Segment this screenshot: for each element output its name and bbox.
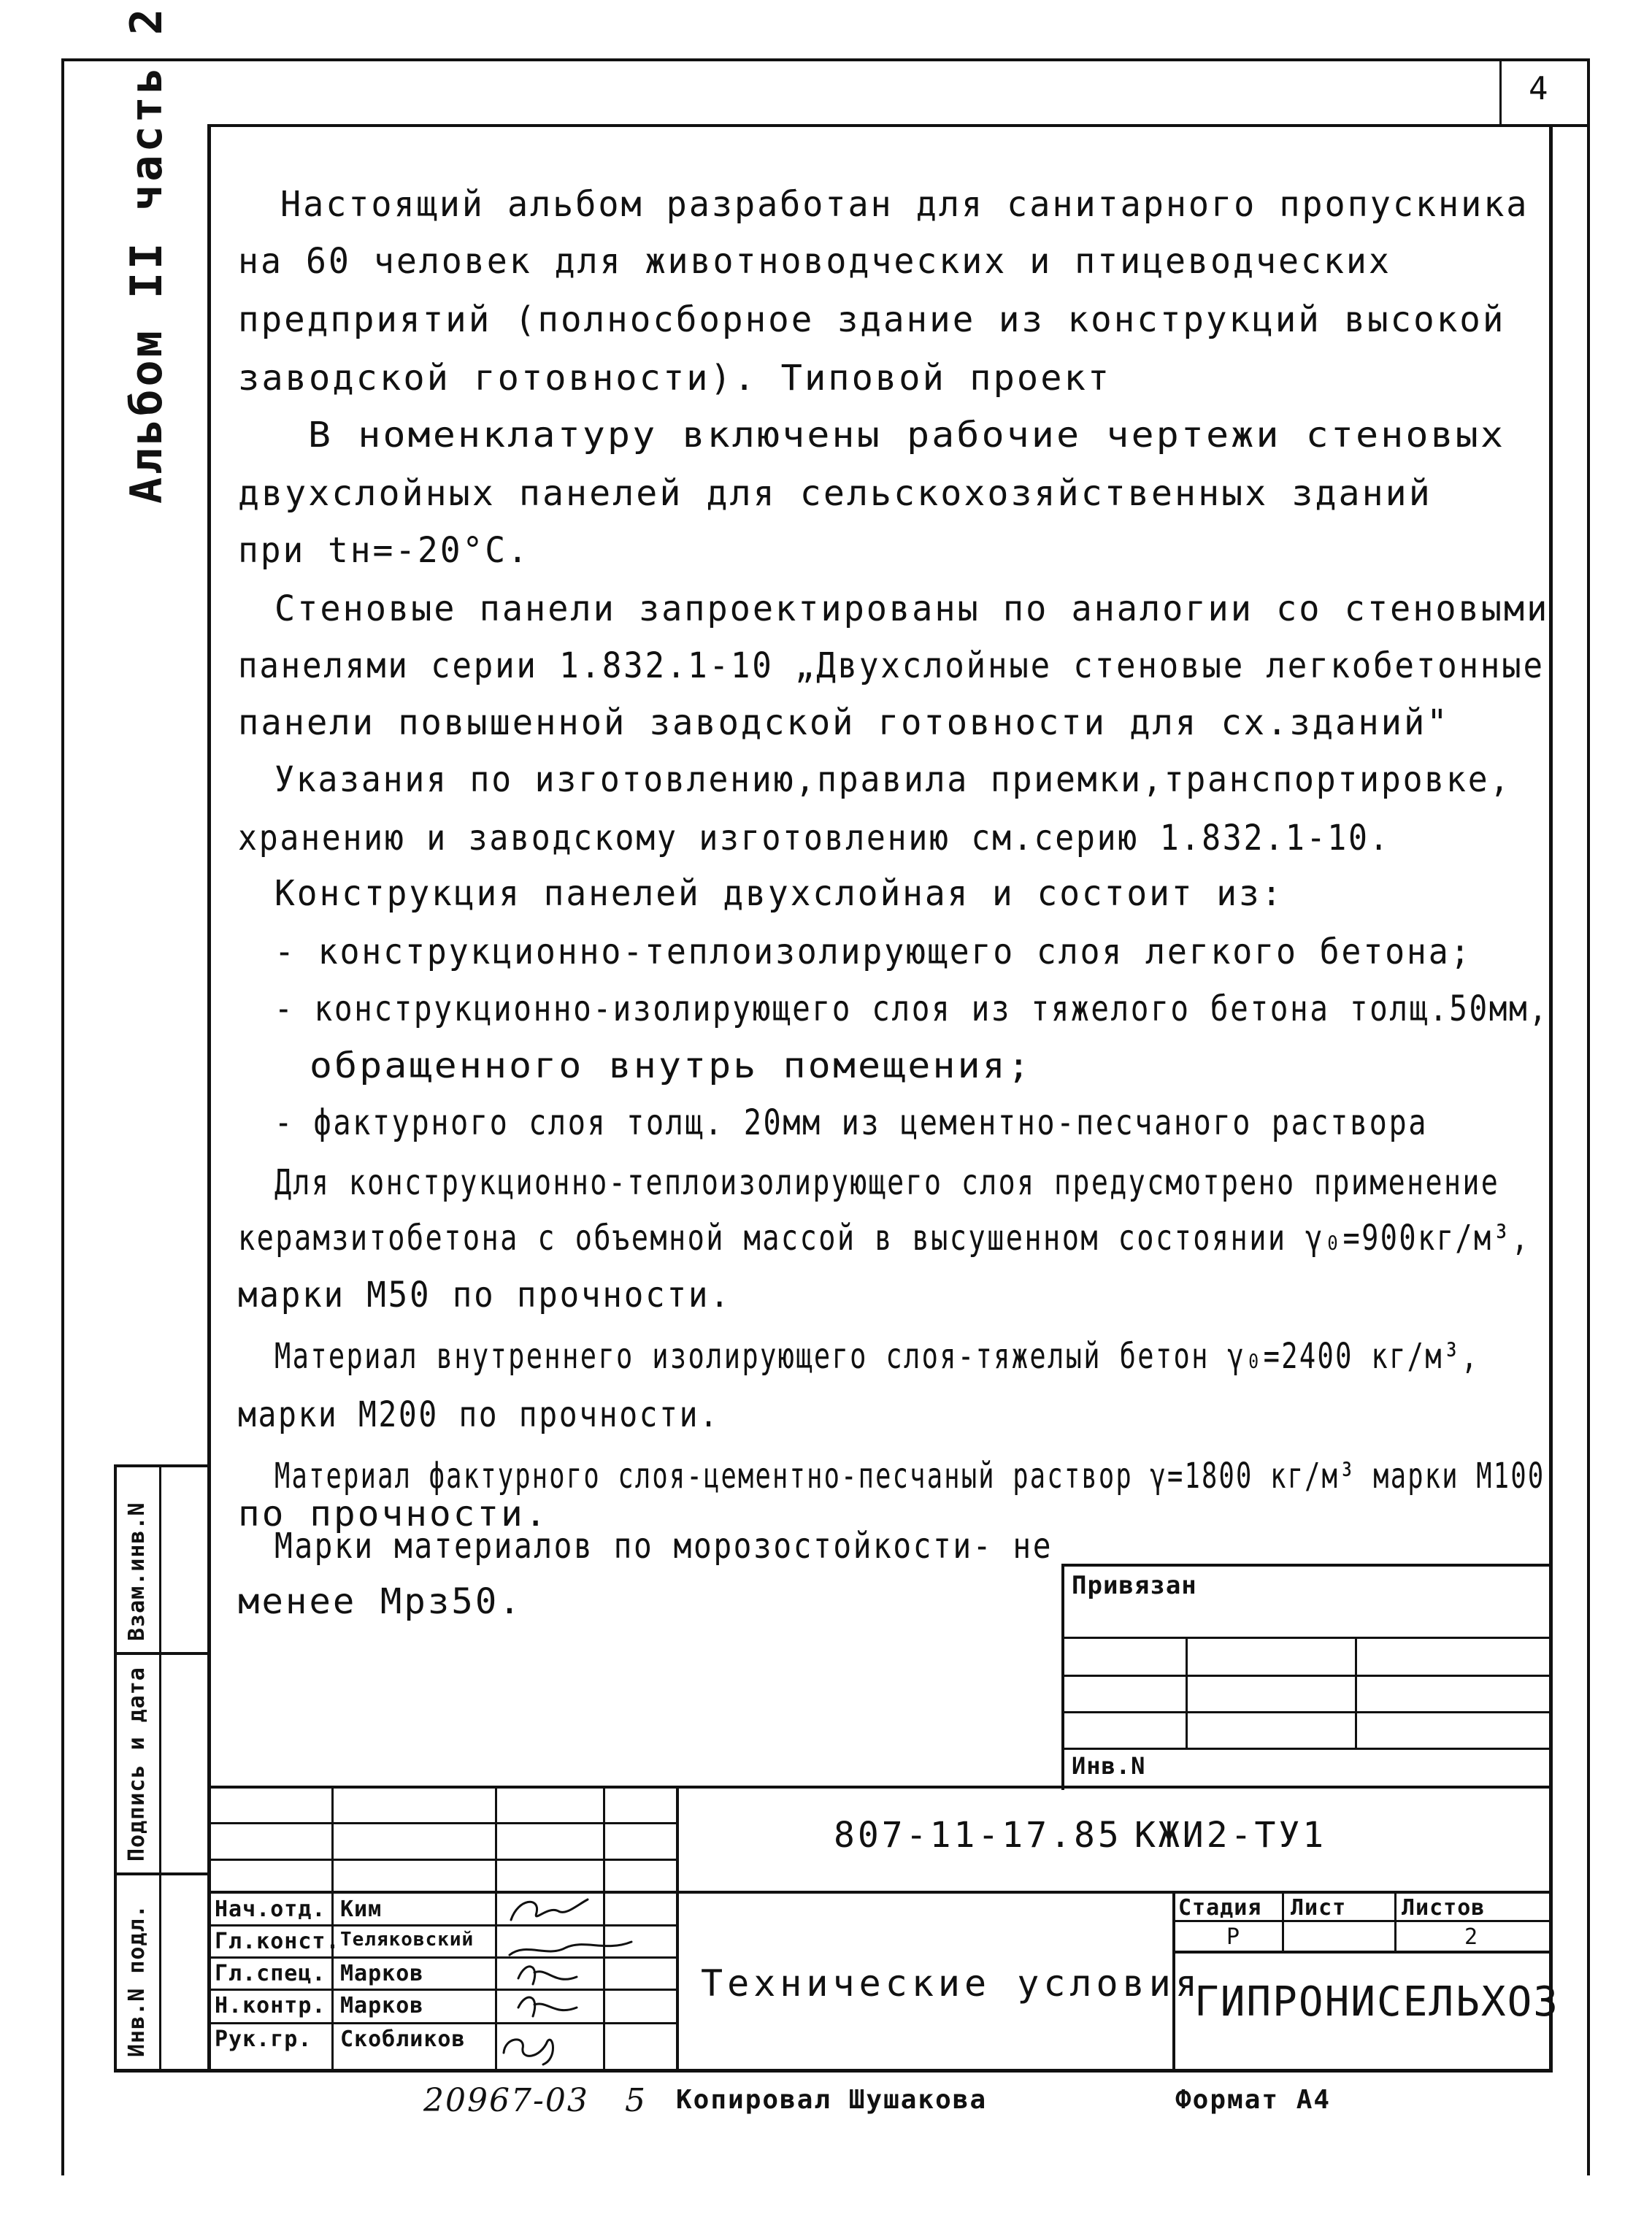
margin-strip-left-line [114, 1464, 117, 2072]
text-line-11: Указания по изготовлению,правила приемки,транспортировке, [274, 759, 1512, 800]
inner-frame-top [209, 124, 1590, 127]
outer-frame-left [61, 58, 64, 2175]
page-number-box-left [1499, 58, 1502, 127]
margin-strip-sep-2 [114, 1872, 210, 1875]
title-block-row-1 [209, 1822, 676, 1824]
name-nach-otd: Ким [340, 1897, 383, 1922]
text-line-17: - фактурного слоя толщ. 20мм из цементно-песчаного раствора [274, 1102, 1429, 1143]
document-code: 807-11-17.85 [834, 1815, 1122, 1856]
text-line-26: менее Мрз50. [238, 1581, 523, 1622]
margin-label-signature-date: Подпись и дата [124, 1667, 150, 1862]
text-line-21: Материал внутреннего изолирующего слоя-тяжелый бетон γ₀=2400 кг/м³, [274, 1336, 1480, 1377]
privyazan-row-3 [1061, 1711, 1553, 1713]
text-line-25: Марки материалов по морозостойкости- не [274, 1526, 1053, 1567]
role-nach-otd: Нач.отд. [215, 1897, 326, 1922]
text-line-19: керамзитобетона с объемной массой в высушенном состоянии γ₀=900кг/м³, [238, 1218, 1530, 1259]
title-block-row-3 [209, 1891, 1553, 1894]
name-n-kontr: Марков [340, 1993, 424, 2018]
margin-label-inv-podl: Инв.N подл. [124, 1904, 150, 2057]
privyazan-row-2 [1061, 1675, 1553, 1677]
sheets-value: 2 [1464, 1924, 1479, 1950]
text-line-1: Настоящий альбом разработан для санитарного пропускника [280, 184, 1529, 225]
text-line-18: Для конструкционно-теплоизолирующего слоя предусмотрено применение [274, 1162, 1500, 1203]
privyazan-box-left [1061, 1564, 1064, 1790]
text-line-22: марки М200 по прочности. [238, 1394, 720, 1435]
document-title: Технические условия [701, 1962, 1202, 2005]
text-line-3: предприятий (полносборное здание из конструкций высокой [238, 299, 1506, 340]
title-block-top [209, 1786, 1553, 1789]
signature-3 [518, 1967, 577, 1984]
signature-marks [496, 1891, 686, 2072]
margin-strip-divider [159, 1464, 161, 2072]
page-index: 5 [625, 2082, 647, 2119]
stage-header: Стадия [1178, 1895, 1262, 1921]
privyazan-col-2 [1355, 1637, 1357, 1748]
inner-frame-left [207, 124, 211, 2072]
album-label: Альбом II часть 2 [121, 5, 172, 504]
sheet-format: Формат А4 [1175, 2085, 1332, 2115]
text-line-5: В номенклатуру включены рабочие чертежи стеновых [308, 415, 1506, 456]
organization-name: ГИПРОНИСЕЛЬХОЗ [1194, 1978, 1560, 2026]
stage-col-1 [1282, 1891, 1284, 1954]
name-gl-spec: Марков [340, 1961, 424, 1986]
sheet-header: Лист [1291, 1895, 1347, 1921]
text-line-10: панели повышенной заводской готовности для сх.зданий" [238, 702, 1450, 743]
text-line-13: Конструкция панелей двухслойная и состоит из: [274, 873, 1284, 914]
name-gl-konst: Теляковский [340, 1929, 475, 1951]
role-gl-konst: Гл.конст. [215, 1929, 340, 1954]
privyazan-col-1 [1186, 1637, 1188, 1748]
signature-4 [518, 1997, 577, 2016]
outer-frame-top [61, 58, 1590, 61]
order-number: 20967-03 [423, 2082, 589, 2119]
stage-col-2 [1394, 1891, 1396, 1954]
text-line-9: панелями серии 1.832.1-10 „Двухслойные стеновые легкобетонные [238, 645, 1545, 686]
text-line-7: при tн=-20°С. [238, 530, 530, 571]
text-line-4: заводской готовности). Типовой проект [238, 358, 1112, 399]
sheets-header: Листов [1402, 1895, 1486, 1921]
signature-5 [504, 2040, 553, 2064]
inner-frame-bottom [114, 2069, 1553, 2073]
page-number: 4 [1529, 70, 1550, 107]
role-n-kontr: Н.контр. [215, 1993, 326, 2018]
stage-value: Р [1226, 1924, 1241, 1950]
signature-1 [511, 1899, 588, 1920]
text-line-23: Материал фактурного слоя-цементно-песчаный раствор γ=1800 кг/м³ марки М100 [274, 1456, 1545, 1497]
outer-frame-right [1587, 58, 1590, 2175]
inner-frame-right [1549, 124, 1553, 2072]
margin-strip-top-line [114, 1464, 210, 1467]
stage-value-line [1172, 1951, 1553, 1954]
text-line-2: на 60 человек для животноводческих и птицеводческих [238, 241, 1391, 282]
margin-label-vzam-inv: Взам.инв.N [124, 1502, 150, 1641]
copied-by: Копировал Шушакова [676, 2085, 988, 2115]
name-ruk-gr: Скобликов [340, 2027, 466, 2052]
text-line-24: по прочности. [238, 1494, 549, 1534]
text-line-15: - конструкционно-изолирующего слоя из тяжелого бетона толщ.50мм, [274, 988, 1549, 1029]
text-line-16: обращенного внутрь помещения; [310, 1045, 1033, 1086]
signature-2 [510, 1942, 631, 1955]
text-line-6: двухслойных панелей для сельскохозяйственных зданий [238, 473, 1432, 514]
sheet-code: КЖИ2-ТУ1 [1134, 1815, 1327, 1856]
privyazan-label: Привязан [1072, 1571, 1197, 1600]
text-line-12: хранению и заводскому изготовлению см.серию 1.832.1-10. [238, 818, 1391, 858]
title-block-row-2 [209, 1859, 676, 1861]
text-line-20: марки М50 по прочности. [238, 1275, 731, 1315]
text-line-14: - конструкционно-теплоизолирующего слоя легкого бетона; [274, 931, 1472, 972]
role-ruk-gr: Рук.гр. [215, 2027, 312, 2052]
inv-n-label: Инв.N [1072, 1752, 1146, 1780]
role-gl-spec: Гл.спец. [215, 1961, 326, 1986]
privyazan-row-4 [1061, 1748, 1553, 1750]
privyazan-box-top [1061, 1564, 1553, 1567]
margin-strip-sep-1 [114, 1652, 210, 1655]
privyazan-row-1 [1061, 1637, 1553, 1639]
text-line-8: Стеновые панели запроектированы по аналогии со стеновыми [274, 588, 1550, 629]
